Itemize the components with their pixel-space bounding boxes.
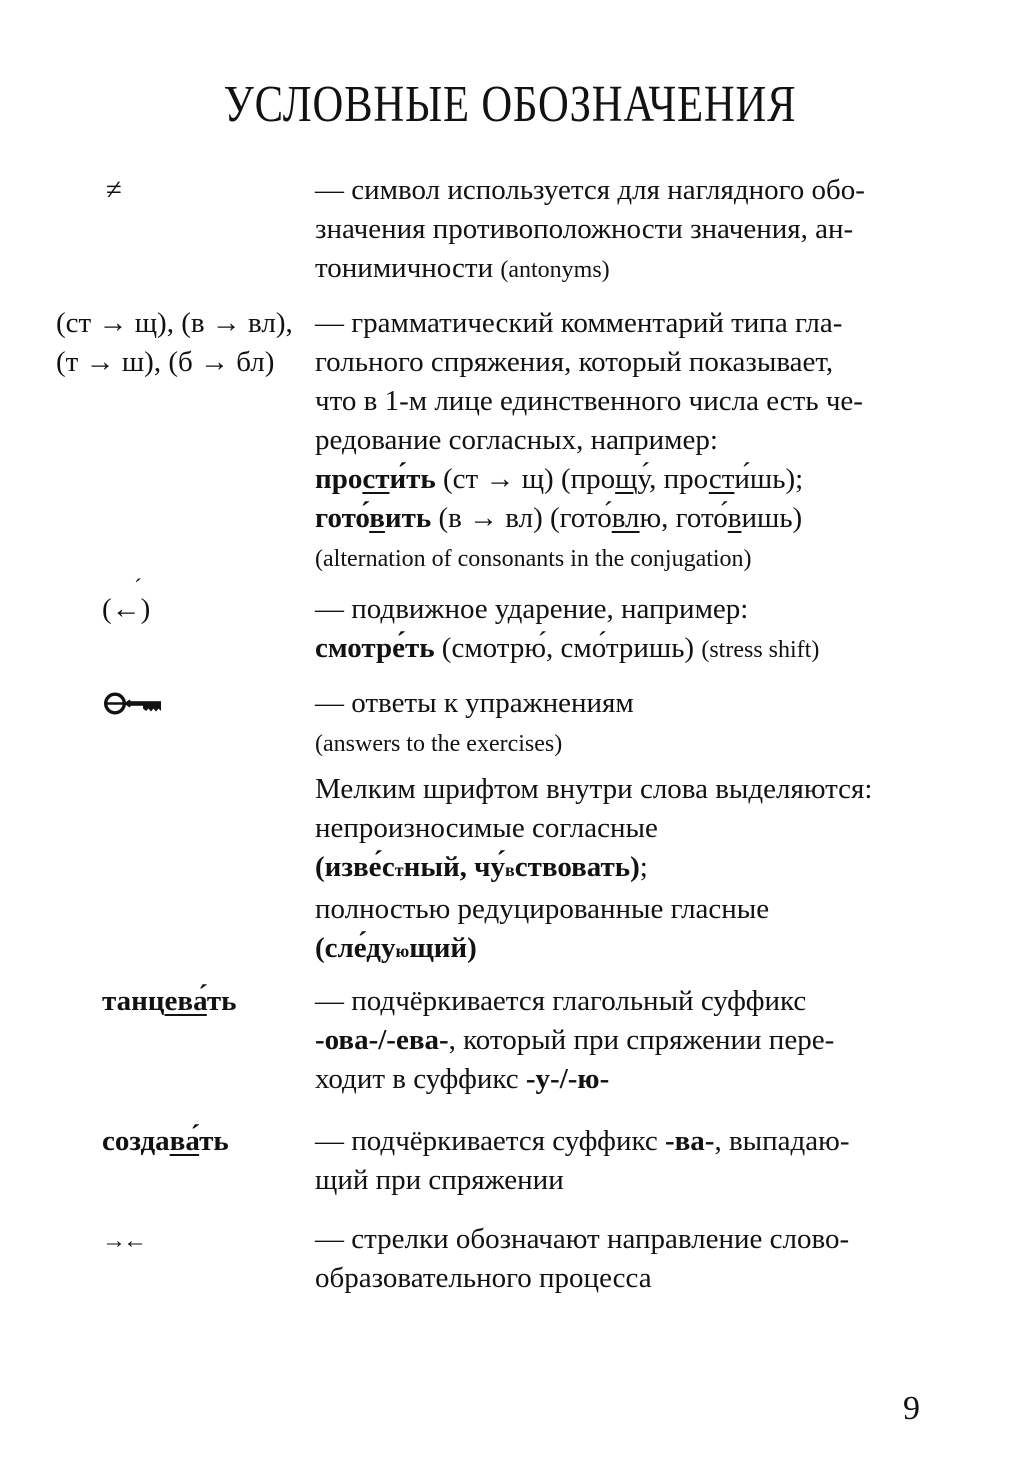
ova-eva-description: — подчёркивается глагольный суффикс -ова-/-ева-, который при спряжении пере- ходит в суффикс -у-/-ю- [315, 985, 835, 1095]
alternation-description: — грамматический комментарий типа гла- гольного спряжения, который показывает, что в 1-м лице единственного числа есть че- редование согласных, например: прости́ть (ст → щ) (прощу́, прости́шь); гото́вить (в → вл) (гото́влю, гото́вишь) (alternation of consonants in the conjugation) [315, 307, 863, 572]
opposing-arrows-symbol: →← [102, 1228, 144, 1254]
stress-shift-description: — подвижное ударение, например: смотре́ть (смотрю́, смо́тришь) (stress shift) [315, 593, 820, 664]
ova-eva-example-word: танцева́ть [102, 985, 237, 1017]
alternation-symbols: (ст → щ), (в → вл), (т → ш), (б → бл) [56, 307, 293, 378]
va-example-word: создава́ть [102, 1125, 229, 1157]
small-font-note-text: Мелким шрифтом внутри слова выделяются: непроизносимые согласные (изве́стный, чу́вствовать); полностью редуцированные гласные (сле́дующий) [315, 773, 873, 964]
antonyms-description: — символ используется для наглядного обо- значения противоположности значения, ан- тонимичности (antonyms) [315, 174, 865, 284]
va-suffix-description: — подчёркивается суффикс -ва-, выпадаю- щий при спряжении [315, 1125, 850, 1196]
key-icon [102, 690, 164, 717]
page-title: УСЛОВНЫЕ ОБОЗНАЧЕНИЯ [223, 75, 797, 133]
stress-shift-symbol: (← ´ ) [102, 575, 151, 625]
answers-key-description: — ответы к упражнениям (answers to the exercises) [315, 687, 634, 757]
word-formation-description: — стрелки обозначают направление слово- образовательного процесса [315, 1223, 850, 1294]
not-equal-symbol: ≠ [106, 174, 122, 206]
page-number: 9 [903, 1390, 920, 1427]
